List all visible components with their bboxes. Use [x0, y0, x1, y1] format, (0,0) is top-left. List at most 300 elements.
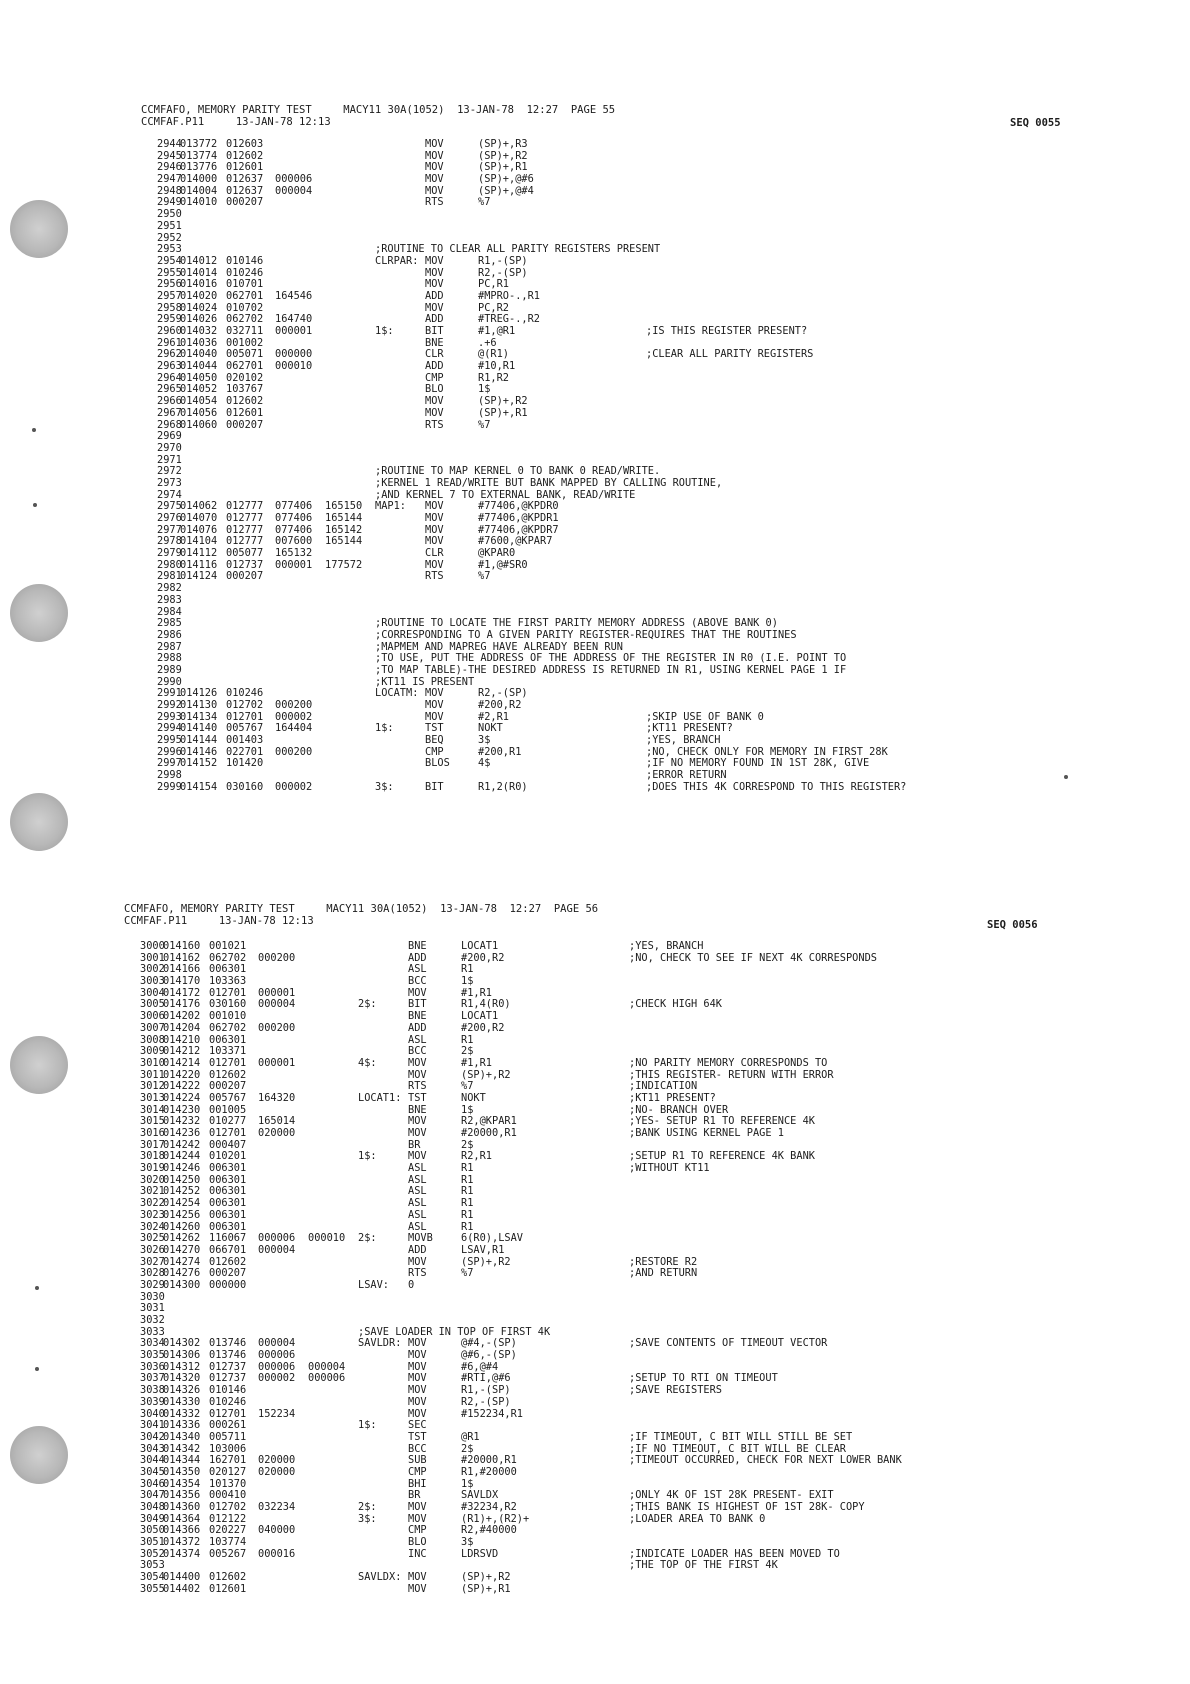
- object-word: 012702: [226, 699, 264, 711]
- address: 014152: [180, 757, 218, 770]
- address: 014134: [180, 710, 218, 723]
- line-number: 3049: [140, 1512, 165, 1525]
- operands: (SP)+,R2: [478, 149, 528, 162]
- listing-line: [0, 1502, 1190, 1514]
- opcode: BR: [408, 1138, 421, 1151]
- address: 014154: [180, 780, 218, 793]
- line-number: 2980: [157, 558, 182, 571]
- operands: #200,R2: [461, 951, 505, 964]
- line-number: 2991: [157, 687, 182, 700]
- object-word: 010246: [209, 1395, 247, 1408]
- address: 014236: [163, 1127, 201, 1139]
- operands: R2,-(SP): [478, 687, 528, 700]
- opcode: MOV: [408, 1512, 427, 1525]
- listing-line: [0, 976, 1190, 988]
- comment-text: ;NO, CHECK TO SEE IF NEXT 4K CORRESPONDS: [629, 951, 877, 964]
- comment-text: ;SAVE CONTENTS OF TIMEOUT VECTOR: [629, 1337, 828, 1350]
- line-number: 3016: [140, 1127, 165, 1139]
- opcode: ASL: [408, 1220, 427, 1233]
- address: 014350: [163, 1465, 201, 1478]
- address: 013774: [180, 149, 218, 162]
- object-word: 103363: [209, 975, 247, 988]
- operands: #200,R1: [478, 745, 522, 758]
- opcode: CMP: [408, 1524, 427, 1537]
- operands: #200,R2: [461, 1021, 505, 1034]
- line-number: 2975: [157, 500, 182, 513]
- line-number: 2965: [157, 383, 182, 396]
- line-number: 2984: [157, 605, 182, 618]
- opcode: CMP: [425, 371, 444, 384]
- opcode: MOV: [425, 535, 444, 548]
- line-number: 2961: [157, 336, 182, 349]
- listing-line: [0, 700, 1190, 712]
- listing-line: [0, 221, 1190, 233]
- object-word: 012702: [209, 1501, 247, 1513]
- operands: #152234,R1: [461, 1407, 523, 1420]
- object-word: 000004: [258, 998, 296, 1011]
- line-number: 2959: [157, 313, 182, 326]
- line-number: 3003: [140, 975, 165, 988]
- opcode: INC: [408, 1547, 427, 1560]
- address: 014356: [163, 1489, 201, 1502]
- object-word: 020000: [258, 1465, 296, 1478]
- line-number: 3035: [140, 1349, 165, 1362]
- operands: LSAV,R1: [461, 1243, 505, 1256]
- object-word: 006301: [209, 1220, 247, 1233]
- address: 014344: [163, 1454, 201, 1467]
- comment-text: ;NO PARITY MEMORY CORRESPONDS TO: [629, 1056, 828, 1069]
- address: 014210: [163, 1033, 201, 1046]
- listing-line: [0, 1432, 1190, 1444]
- listing-line: [0, 1280, 1190, 1292]
- object-word: 012737: [209, 1360, 247, 1373]
- line-number: 3009: [140, 1045, 165, 1058]
- comment-text: ;IS THIS REGISTER PRESENT?: [646, 325, 808, 337]
- object-word: 040000: [258, 1524, 296, 1537]
- comment-text: ;WITHOUT KT11: [629, 1162, 710, 1175]
- line-number: 2989: [157, 663, 182, 676]
- line-number: 3033: [140, 1325, 165, 1338]
- opcode: ASL: [408, 1197, 427, 1210]
- listing-line: [0, 595, 1190, 607]
- comment-text: ;ROUTINE TO CLEAR ALL PARITY REGISTERS PRESENT: [375, 243, 661, 256]
- line-number: 2988: [157, 652, 182, 665]
- address: 014076: [180, 523, 218, 536]
- line-number: 3022: [140, 1197, 165, 1210]
- object-word: 177572: [325, 558, 363, 571]
- object-word: 000000: [209, 1278, 247, 1291]
- object-word: 032711: [226, 325, 264, 337]
- address: 014116: [180, 558, 218, 571]
- operands: NOKT: [461, 1091, 486, 1104]
- address: 014032: [180, 325, 218, 337]
- opcode: BCC: [408, 1442, 427, 1455]
- line-number: 3038: [140, 1384, 165, 1397]
- object-word: 101370: [209, 1477, 247, 1490]
- object-word: 010701: [226, 278, 264, 291]
- opcode: ADD: [408, 951, 427, 964]
- address: 014326: [163, 1384, 201, 1397]
- page-header-file: CCMFAF.P11 13-JAN-78 12:13: [124, 915, 314, 927]
- operands: #10,R1: [478, 360, 516, 373]
- operands: #77406,@KPDR7: [478, 523, 559, 536]
- operands: LOCAT1: [461, 940, 499, 952]
- operands: PC,R1: [478, 278, 509, 291]
- address: 014020: [180, 289, 218, 302]
- line-number: 3036: [140, 1360, 165, 1373]
- object-word: 165144: [325, 512, 363, 524]
- line-number: 3030: [140, 1290, 165, 1303]
- address: 014372: [163, 1536, 201, 1549]
- object-word: 164740: [275, 313, 313, 326]
- comment-text: ;INDICATION: [629, 1080, 698, 1093]
- object-word: 010277: [209, 1115, 247, 1128]
- line-number: 2973: [157, 476, 182, 489]
- opcode: CMP: [425, 745, 444, 758]
- opcode: ASL: [408, 1185, 427, 1198]
- operands: (R1)+,(R2)+: [461, 1512, 530, 1525]
- label: 1$:: [358, 1150, 377, 1163]
- operands: 2$: [461, 1442, 474, 1455]
- listing-line: [0, 1315, 1190, 1327]
- operands: R2,@KPAR1: [461, 1115, 517, 1128]
- operands: (SP)+,R2: [461, 1255, 511, 1268]
- object-word: 000002: [275, 780, 313, 793]
- line-number: 2971: [157, 453, 182, 466]
- object-word: 152234: [258, 1407, 296, 1420]
- opcode: SUB: [408, 1454, 427, 1467]
- line-number: 2966: [157, 395, 182, 408]
- line-number: 3055: [140, 1582, 165, 1595]
- line-number: 2954: [157, 254, 182, 267]
- address: 014366: [163, 1524, 201, 1537]
- comment-text: ;ONLY 4K OF 1ST 28K PRESENT- EXIT: [629, 1489, 834, 1502]
- listing-line: [0, 630, 1190, 642]
- operands: R1: [461, 1208, 474, 1221]
- opcode: RTS: [425, 570, 444, 583]
- operands: (SP)+,R2: [478, 395, 528, 408]
- opcode: ADD: [425, 313, 444, 326]
- line-number: 3020: [140, 1173, 165, 1186]
- object-word: 000016: [258, 1547, 296, 1560]
- address: 014014: [180, 266, 218, 279]
- operands: (SP)+,R1: [478, 406, 528, 419]
- line-number: 3042: [140, 1430, 165, 1443]
- comment-text: ;THE TOP OF THE FIRST 4K: [629, 1559, 778, 1572]
- listing-line: [0, 1058, 1190, 1070]
- sequence-number: SEQ 0056: [987, 919, 1038, 931]
- line-number: 2994: [157, 722, 182, 735]
- address: 014402: [163, 1582, 201, 1595]
- opcode: RTS: [425, 418, 444, 431]
- line-number: 3015: [140, 1115, 165, 1128]
- label: 1$:: [375, 722, 394, 735]
- operands: @#4,-(SP): [461, 1337, 517, 1350]
- line-number: 2972: [157, 465, 182, 478]
- object-word: 000200: [275, 745, 313, 758]
- comment-text: ;IF NO MEMORY FOUND IN 1ST 28K, GIVE: [646, 757, 870, 770]
- line-number: 3047: [140, 1489, 165, 1502]
- opcode: MOV: [425, 138, 444, 150]
- opcode: BNE: [425, 336, 444, 349]
- operands: PC,R2: [478, 301, 509, 314]
- comment-text: ;MAPMEM AND MAPREG HAVE ALREADY BEEN RUN: [375, 640, 623, 653]
- object-word: 000006: [258, 1360, 296, 1373]
- object-word: 000004: [275, 184, 313, 197]
- comment-text: ;TO USE, PUT THE ADDRESS OF THE ADDRESS OF THE REGISTER IN R0 (I.E. POINT TO: [375, 652, 847, 665]
- line-number: 2970: [157, 441, 182, 454]
- object-word: 001005: [209, 1103, 247, 1116]
- address: 014224: [163, 1091, 201, 1104]
- comment-text: ;CHECK HIGH 64K: [629, 998, 722, 1011]
- opcode: MOV: [408, 1056, 427, 1069]
- line-number: 3051: [140, 1536, 165, 1549]
- line-number: 3025: [140, 1232, 165, 1245]
- object-word: 006301: [209, 1162, 247, 1175]
- address: 014204: [163, 1021, 201, 1034]
- object-word: 012737: [226, 558, 264, 571]
- operands: %7: [478, 570, 491, 583]
- comment-text: ;DOES THIS 4K CORRESPOND TO THIS REGISTER?: [646, 780, 907, 793]
- object-word: 062702: [226, 313, 264, 326]
- opcode: ADD: [425, 289, 444, 302]
- label: 3$:: [375, 780, 394, 793]
- operands: @KPAR0: [478, 547, 516, 560]
- opcode: MOV: [425, 301, 444, 314]
- object-word: 012637: [226, 173, 264, 186]
- operands: (SP)+,R2: [461, 1068, 511, 1081]
- line-number: 2964: [157, 371, 182, 384]
- line-number: 2957: [157, 289, 182, 302]
- object-word: 103006: [209, 1442, 247, 1455]
- line-number: 2948: [157, 184, 182, 197]
- object-word: 000001: [275, 558, 313, 571]
- object-word: 012701: [209, 1127, 247, 1139]
- listing-line: [0, 1128, 1190, 1140]
- opcode: SEC: [408, 1419, 427, 1432]
- operands: R1: [461, 1033, 474, 1046]
- opcode: RTS: [425, 196, 444, 209]
- comment-text: ;SKIP USE OF BANK 0: [646, 710, 764, 723]
- object-word: 006301: [209, 1185, 247, 1198]
- line-number: 3039: [140, 1395, 165, 1408]
- line-number: 3037: [140, 1372, 165, 1385]
- operands: (SP)+,R1: [478, 161, 528, 174]
- address: 014332: [163, 1407, 201, 1420]
- line-number: 3008: [140, 1033, 165, 1046]
- address: 014252: [163, 1185, 201, 1198]
- comment-text: ;KT11 PRESENT?: [629, 1091, 716, 1104]
- address: 014254: [163, 1197, 201, 1210]
- label: SAVLDR:: [358, 1337, 402, 1350]
- opcode: MOV: [425, 254, 444, 267]
- page-header-title: CCMFAFO, MEMORY PARITY TEST MACY11 30A(1052) 13-JAN-78 12:27 PAGE 55: [141, 104, 616, 116]
- listing-line: [0, 326, 1190, 338]
- operands: #77406,@KPDR0: [478, 500, 559, 513]
- opcode: MOV: [408, 1571, 427, 1584]
- opcode: MOV: [425, 558, 444, 571]
- listing-line: [0, 139, 1190, 151]
- line-number: 2944: [157, 138, 182, 150]
- line-number: 2945: [157, 149, 182, 162]
- object-word: 103774: [209, 1536, 247, 1549]
- line-number: 3000: [140, 940, 165, 952]
- opcode: MOV: [425, 512, 444, 524]
- line-number: 2996: [157, 745, 182, 758]
- label: LOCATM:: [375, 687, 419, 700]
- line-number: 3024: [140, 1220, 165, 1233]
- object-word: 006301: [209, 1197, 247, 1210]
- opcode: MOV: [425, 184, 444, 197]
- object-word: 012602: [226, 395, 264, 408]
- address: 014056: [180, 406, 218, 419]
- listing-line: [0, 1467, 1190, 1479]
- operands: R1: [461, 1185, 474, 1198]
- code-listing: [0, 941, 1190, 1596]
- object-word: 012777: [226, 500, 264, 513]
- object-word: 001403: [226, 734, 264, 747]
- line-number: 3054: [140, 1571, 165, 1584]
- line-number: 2962: [157, 348, 182, 361]
- listing-line: [0, 1397, 1190, 1409]
- line-number: 2968: [157, 418, 182, 431]
- address: 014262: [163, 1232, 201, 1245]
- line-number: 2955: [157, 266, 182, 279]
- address: 014036: [180, 336, 218, 349]
- comment-text: ;THIS BANK IS HIGHEST OF 1ST 28K- COPY: [629, 1501, 865, 1513]
- address: 014260: [163, 1220, 201, 1233]
- object-word: 000006: [308, 1372, 346, 1385]
- line-number: 3044: [140, 1454, 165, 1467]
- line-number: 3032: [140, 1314, 165, 1326]
- address: 014170: [163, 975, 201, 988]
- address: 014306: [163, 1349, 201, 1362]
- operands: R1,#20000: [461, 1465, 517, 1478]
- object-word: 165142: [325, 523, 363, 536]
- object-word: 022701: [226, 745, 264, 758]
- line-number: 3050: [140, 1524, 165, 1537]
- object-word: 000001: [275, 325, 313, 337]
- operands: 2$: [461, 1138, 474, 1151]
- address: 014160: [163, 940, 201, 952]
- operands: #2,R1: [478, 710, 509, 723]
- opcode: MOV: [425, 710, 444, 723]
- label: 2$:: [358, 998, 377, 1011]
- address: 014054: [180, 395, 218, 408]
- opcode: CMP: [408, 1465, 427, 1478]
- line-number: 2997: [157, 757, 182, 770]
- object-word: 013746: [209, 1349, 247, 1362]
- opcode: ASL: [408, 963, 427, 976]
- code-listing: [0, 139, 1190, 794]
- comment-text: ;ROUTINE TO LOCATE THE FIRST PARITY MEMORY ADDRESS (ABOVE BANK 0): [375, 617, 778, 630]
- listing-line: [0, 408, 1190, 420]
- line-number: 3046: [140, 1477, 165, 1490]
- object-word: 006301: [209, 1208, 247, 1221]
- opcode: BHI: [408, 1477, 427, 1490]
- operands: 1$: [461, 1103, 474, 1116]
- object-word: 000207: [226, 570, 264, 583]
- object-word: 012602: [209, 1255, 247, 1268]
- object-word: 010146: [226, 254, 264, 267]
- line-number: 2950: [157, 208, 182, 221]
- address: 014270: [163, 1243, 201, 1256]
- object-word: 165132: [275, 547, 313, 560]
- opcode: MOV: [425, 278, 444, 291]
- object-word: 012701: [209, 986, 247, 999]
- label: 4$:: [358, 1056, 377, 1069]
- object-word: 000200: [275, 699, 313, 711]
- operands: NOKT: [478, 722, 503, 735]
- operands: R1: [461, 963, 474, 976]
- line-number: 3013: [140, 1091, 165, 1104]
- operands: R1,R2: [478, 371, 509, 384]
- object-word: 005267: [209, 1547, 247, 1560]
- object-word: 103371: [209, 1045, 247, 1058]
- object-word: 116067: [209, 1232, 247, 1245]
- object-word: 012701: [226, 710, 264, 723]
- operands: (SP)+,R1: [461, 1582, 511, 1595]
- object-word: 005071: [226, 348, 264, 361]
- object-word: 077406: [275, 523, 313, 536]
- address: 014340: [163, 1430, 201, 1443]
- address: 014172: [163, 986, 201, 999]
- object-word: 001002: [226, 336, 264, 349]
- operands: R1,-(SP): [461, 1384, 511, 1397]
- operands: (SP)+,@#6: [478, 173, 534, 186]
- address: 014354: [163, 1477, 201, 1490]
- line-number: 2976: [157, 512, 182, 524]
- object-word: 010246: [226, 266, 264, 279]
- address: 014176: [163, 998, 201, 1011]
- operands: #7600,@KPAR7: [478, 535, 553, 548]
- line-number: 2987: [157, 640, 182, 653]
- object-word: 012122: [209, 1512, 247, 1525]
- address: 014360: [163, 1501, 201, 1513]
- opcode: MOV: [408, 986, 427, 999]
- object-word: 000001: [258, 986, 296, 999]
- object-word: 000006: [258, 1232, 296, 1245]
- label: 2$:: [358, 1232, 377, 1245]
- operands: 1$: [461, 975, 474, 988]
- address: 014212: [163, 1045, 201, 1058]
- opcode: MOV: [425, 173, 444, 186]
- operands: #32234,R2: [461, 1501, 517, 1513]
- line-number: 2978: [157, 535, 182, 548]
- opcode: MOV: [408, 1150, 427, 1163]
- object-word: 162701: [209, 1454, 247, 1467]
- line-number: 2992: [157, 699, 182, 711]
- line-number: 3011: [140, 1068, 165, 1081]
- operands: #1,@#SR0: [478, 558, 528, 571]
- operands: R2,R1: [461, 1150, 492, 1163]
- opcode: ASL: [408, 1208, 427, 1221]
- operands: #MPRO-.,R1: [478, 289, 540, 302]
- listing-line: [0, 513, 1190, 525]
- object-word: 010702: [226, 301, 264, 314]
- address: 014220: [163, 1068, 201, 1081]
- operands: R1,-(SP): [478, 254, 528, 267]
- object-word: 062701: [226, 360, 264, 373]
- operands: %7: [478, 196, 491, 209]
- line-number: 2969: [157, 430, 182, 443]
- line-number: 2999: [157, 780, 182, 793]
- line-number: 3006: [140, 1010, 165, 1023]
- opcode: BIT: [425, 780, 444, 793]
- object-word: 012602: [226, 149, 264, 162]
- line-number: 2949: [157, 196, 182, 209]
- operands: R1,2(R0): [478, 780, 528, 793]
